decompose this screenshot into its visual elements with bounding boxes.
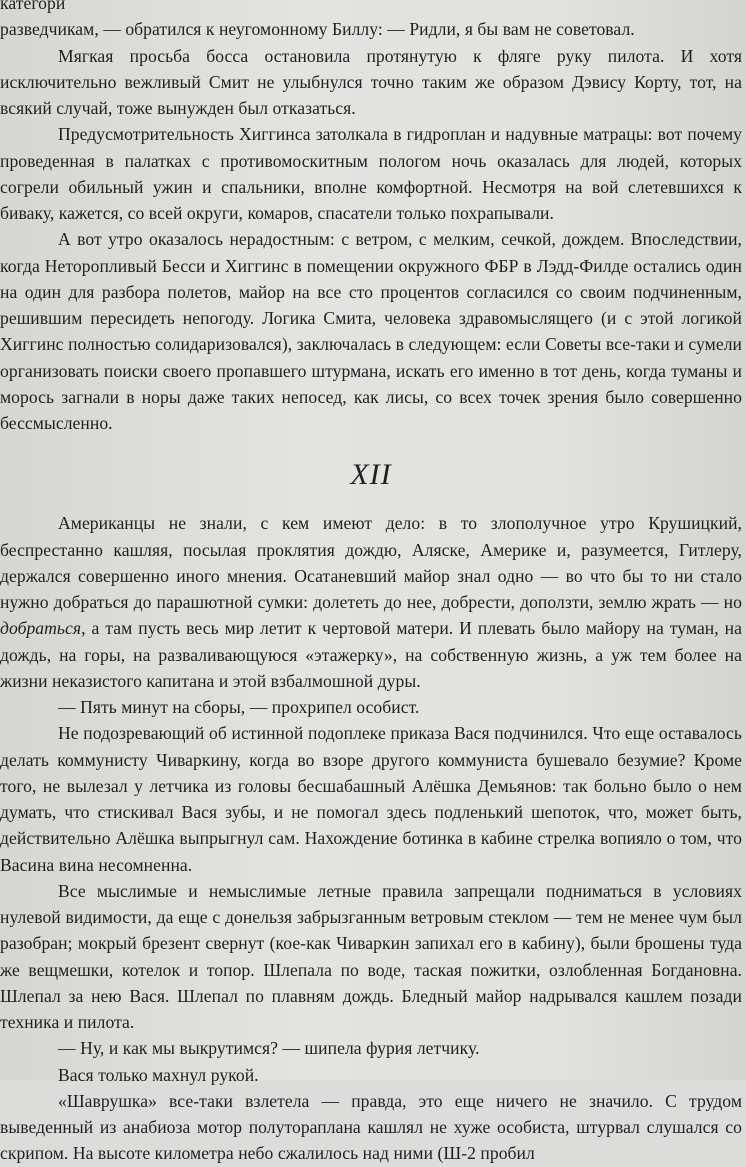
- paragraph-fragment-top: категори: [0, 0, 66, 13]
- paragraph-5-emphasis: добраться: [0, 618, 82, 639]
- paragraph-2: Мягкая просьба босса остановила протянутую к фляге руку пилота. И хотя исключительно вежливый Смит не улыбнулся точно таким же образом Дэвису Корту, тот, на всякий случай, тоже вынужден был отказаться.: [0, 45, 742, 118]
- paragraph-1: разведчикам, — обратился к неугомонному Биллу: — Ридли, я бы вам не советовал.: [0, 19, 635, 40]
- paragraph-8: Все мыслимые и немыслимые летные правила запрещали подниматься в условиях нулевой видимости, да еще с донельзя забрызганным ветровым стеклом — тем не менее чум был разобран; мокрый брезент свернут (кое-как Чиваркин запихал его в кабину), были брошены туда же вещмешки, котелок и топор. Шлепала по воде, таская пожитки, озлобленная Богдановна. Шлепал за нею Вася. Шлепал по плавням дождь. Бледный майор надрывался кашлем позади техника и пилота.: [0, 880, 742, 1032]
- paragraph-11: «Шаврушка» все-таки взлетела — правда, это еще ничего не значило. С трудом выведенный из анабиоза мотор полутораплана кашлял не хуже особиста, штурвал слушался со скрипом. На высоте километра небо сжалилось над ними (Ш-2 пробил: [0, 1090, 742, 1164]
- paragraph-4: А вот утро оказалось нерадостным: с ветром, с мелким, сечкой, дождем. Впоследствии, когда Неторопливый Бесси и Хиггинс в помещении окружного ФБР в Лэдд-Филде остались один на один для разбора полетов, майор на все сто процентов согласился со своим подчиненным, решившим пересидеть непогоду. Логика Смита, человека здравомыслящего (и с этой логикой Хиггинс полностью солидаризовался), заключалась в следующем: если Советы все-таки и сумели организовать поиски своего пропавшего штурмана, искать его именно в тот день, когда туманы и морось загнали в норы даже таких непосед, как лисы, со всех точек зрения было совершенно бессмысленно.: [0, 229, 742, 433]
- paragraph-7: Не подозревающий об истинной подоплеке приказа Вася подчинился. Что еще оставалось делать коммунисту Чиваркину, когда во взоре другого коммуниста бушевало безумие? Кроме того, не вылезал у летчика из головы бесшабашный Алёшка Демьянов: так больно было о нем думать, что стискивал Вася зубы, и не помогал здесь подленький шепоток, что, может быть, действительно Алёшка выпрыгнул сам. Нахождение ботинка в кабине стрелка вопияло о том, что Васина вина несомненна.: [0, 723, 742, 875]
- paragraph-5: [0, 510, 742, 694]
- chapter-heading: XII: [350, 458, 392, 492]
- paragraph-5-end: , а там пусть весь мир летит к чертовой матери. И плевать было майору на туман, на дождь, на горы, на разваливающуюся «этажерку», на собственную жизнь, а уж тем более на жизни неказистого капитана и этой взбалмошной дуры.: [0, 618, 742, 691]
- paragraph-3: Предусмотрительность Хиггинса затолкала в гидроплан и надувные матрацы: вот почему проведенная в палатках с противомоскитным пологом ночь оказалась для людей, которых согрели обильный ужин и спальники, вполне комфортной. Несмотря на вой слетевшихся к биваку, кажется, со всей округи, комаров, спасатели только похрапывали.: [0, 124, 742, 223]
- paragraph-9: — Ну, и как мы выкрутимся? — шипела фурия летчику.: [58, 1038, 480, 1059]
- paragraph-10: Вася только махнул рукой.: [58, 1064, 259, 1085]
- paragraph-5-start: Американцы не знали, с кем имеют дело: в то злополучное утро Крушицкий, беспрестанно кашляя, посылая проклятия дождю, Аляске, Америке и, разумеется, Гитлеру, держался совершенно иного мнения. Осатаневший майор знал одно — во что бы то ни стало нужно добраться до парашютной сумки: долететь до нее, добрести, доползти, землю жрать — но: [0, 513, 742, 612]
- paragraph-6: — Пять минут на сборы, — прохрипел особист.: [58, 697, 420, 717]
